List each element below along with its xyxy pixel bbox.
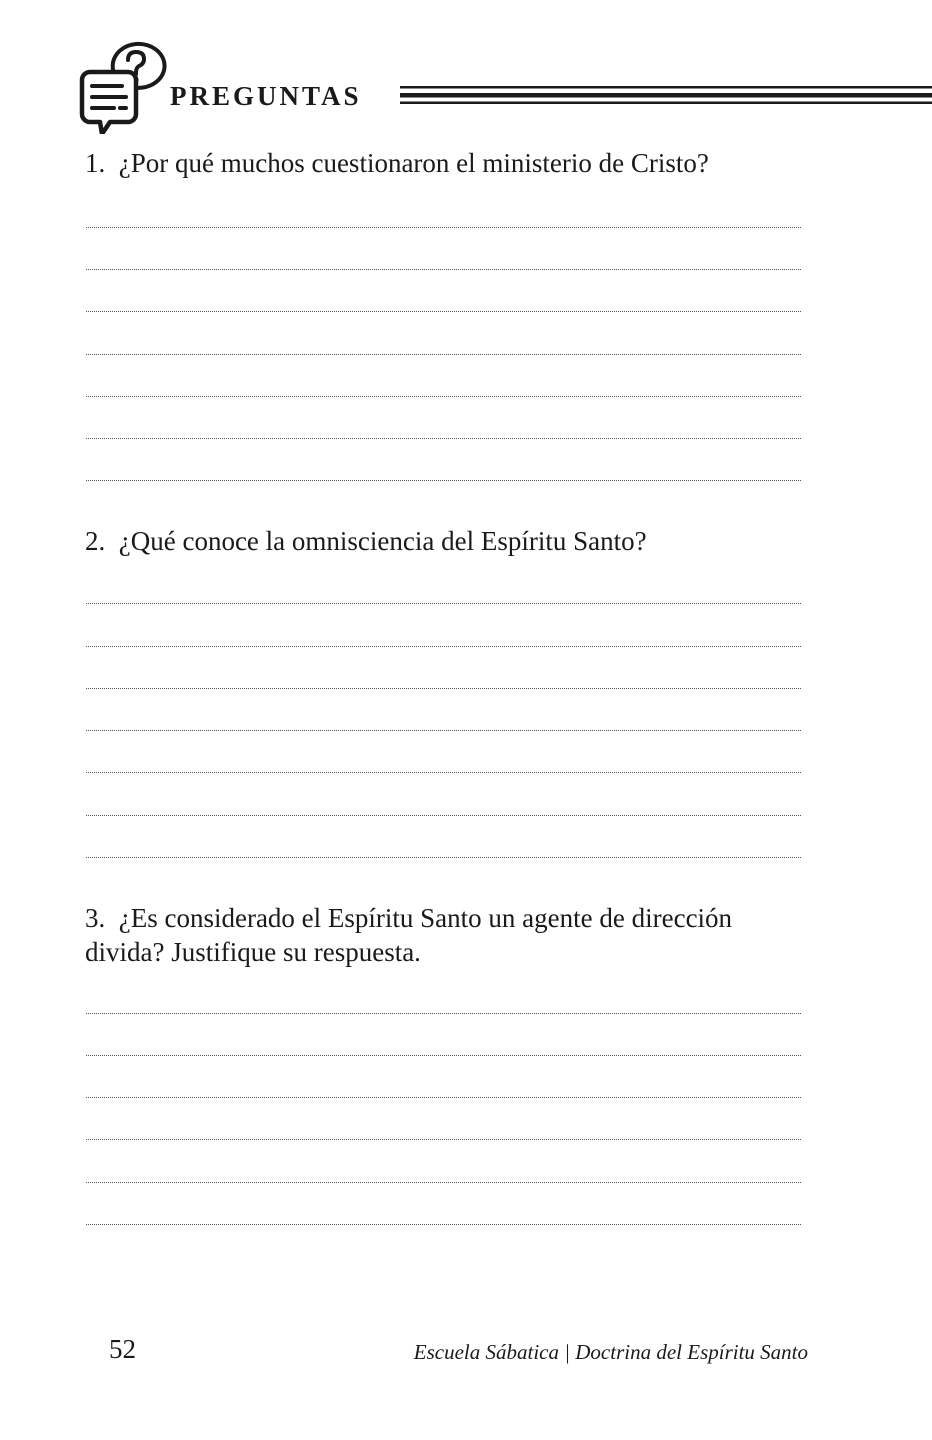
running-footer-title: Escuela Sábatica | Doctrina del Espíritu Santo [413,1340,808,1364]
question-2 [85,524,805,558]
answer-line[interactable] [86,227,801,228]
header-rule-divider [400,86,932,104]
answer-line[interactable] [86,396,801,397]
question-text: ¿Es considerado el Espíritu Santo un agente de dirección divida? Justifique su respuesta. [85,903,733,967]
question-number: 2. [85,526,106,556]
question-number: 1. [85,148,106,178]
answer-line[interactable] [86,354,801,355]
answer-line[interactable] [86,730,801,731]
answer-line[interactable] [86,1013,801,1014]
answer-line[interactable] [86,688,801,689]
answer-line[interactable] [86,772,801,773]
question-text: ¿Qué conoce la omnisciencia del Espíritu Santo? [118,526,647,556]
question-chat-icon [76,38,172,134]
section-header [0,0,932,140]
answer-line[interactable] [86,1139,801,1140]
answer-line[interactable] [86,480,801,481]
answer-line[interactable] [86,311,801,312]
page-number: 52 [109,1334,136,1364]
answer-line[interactable] [86,1224,801,1225]
question-3 [85,901,805,969]
question-text: ¿Por qué muchos cuestionaron el ministerio de Cristo? [118,148,709,178]
answer-line[interactable] [86,1182,801,1183]
question-number: 3. [85,903,106,933]
question-1 [85,146,805,180]
answer-line[interactable] [86,438,801,439]
answer-line[interactable] [86,857,801,858]
answer-line[interactable] [86,646,801,647]
answer-line[interactable] [86,1097,801,1098]
answer-line[interactable] [86,1055,801,1056]
answer-line[interactable] [86,815,801,816]
page-title: PREGUNTAS [170,81,362,111]
answer-line[interactable] [86,269,801,270]
answer-line[interactable] [86,603,801,604]
